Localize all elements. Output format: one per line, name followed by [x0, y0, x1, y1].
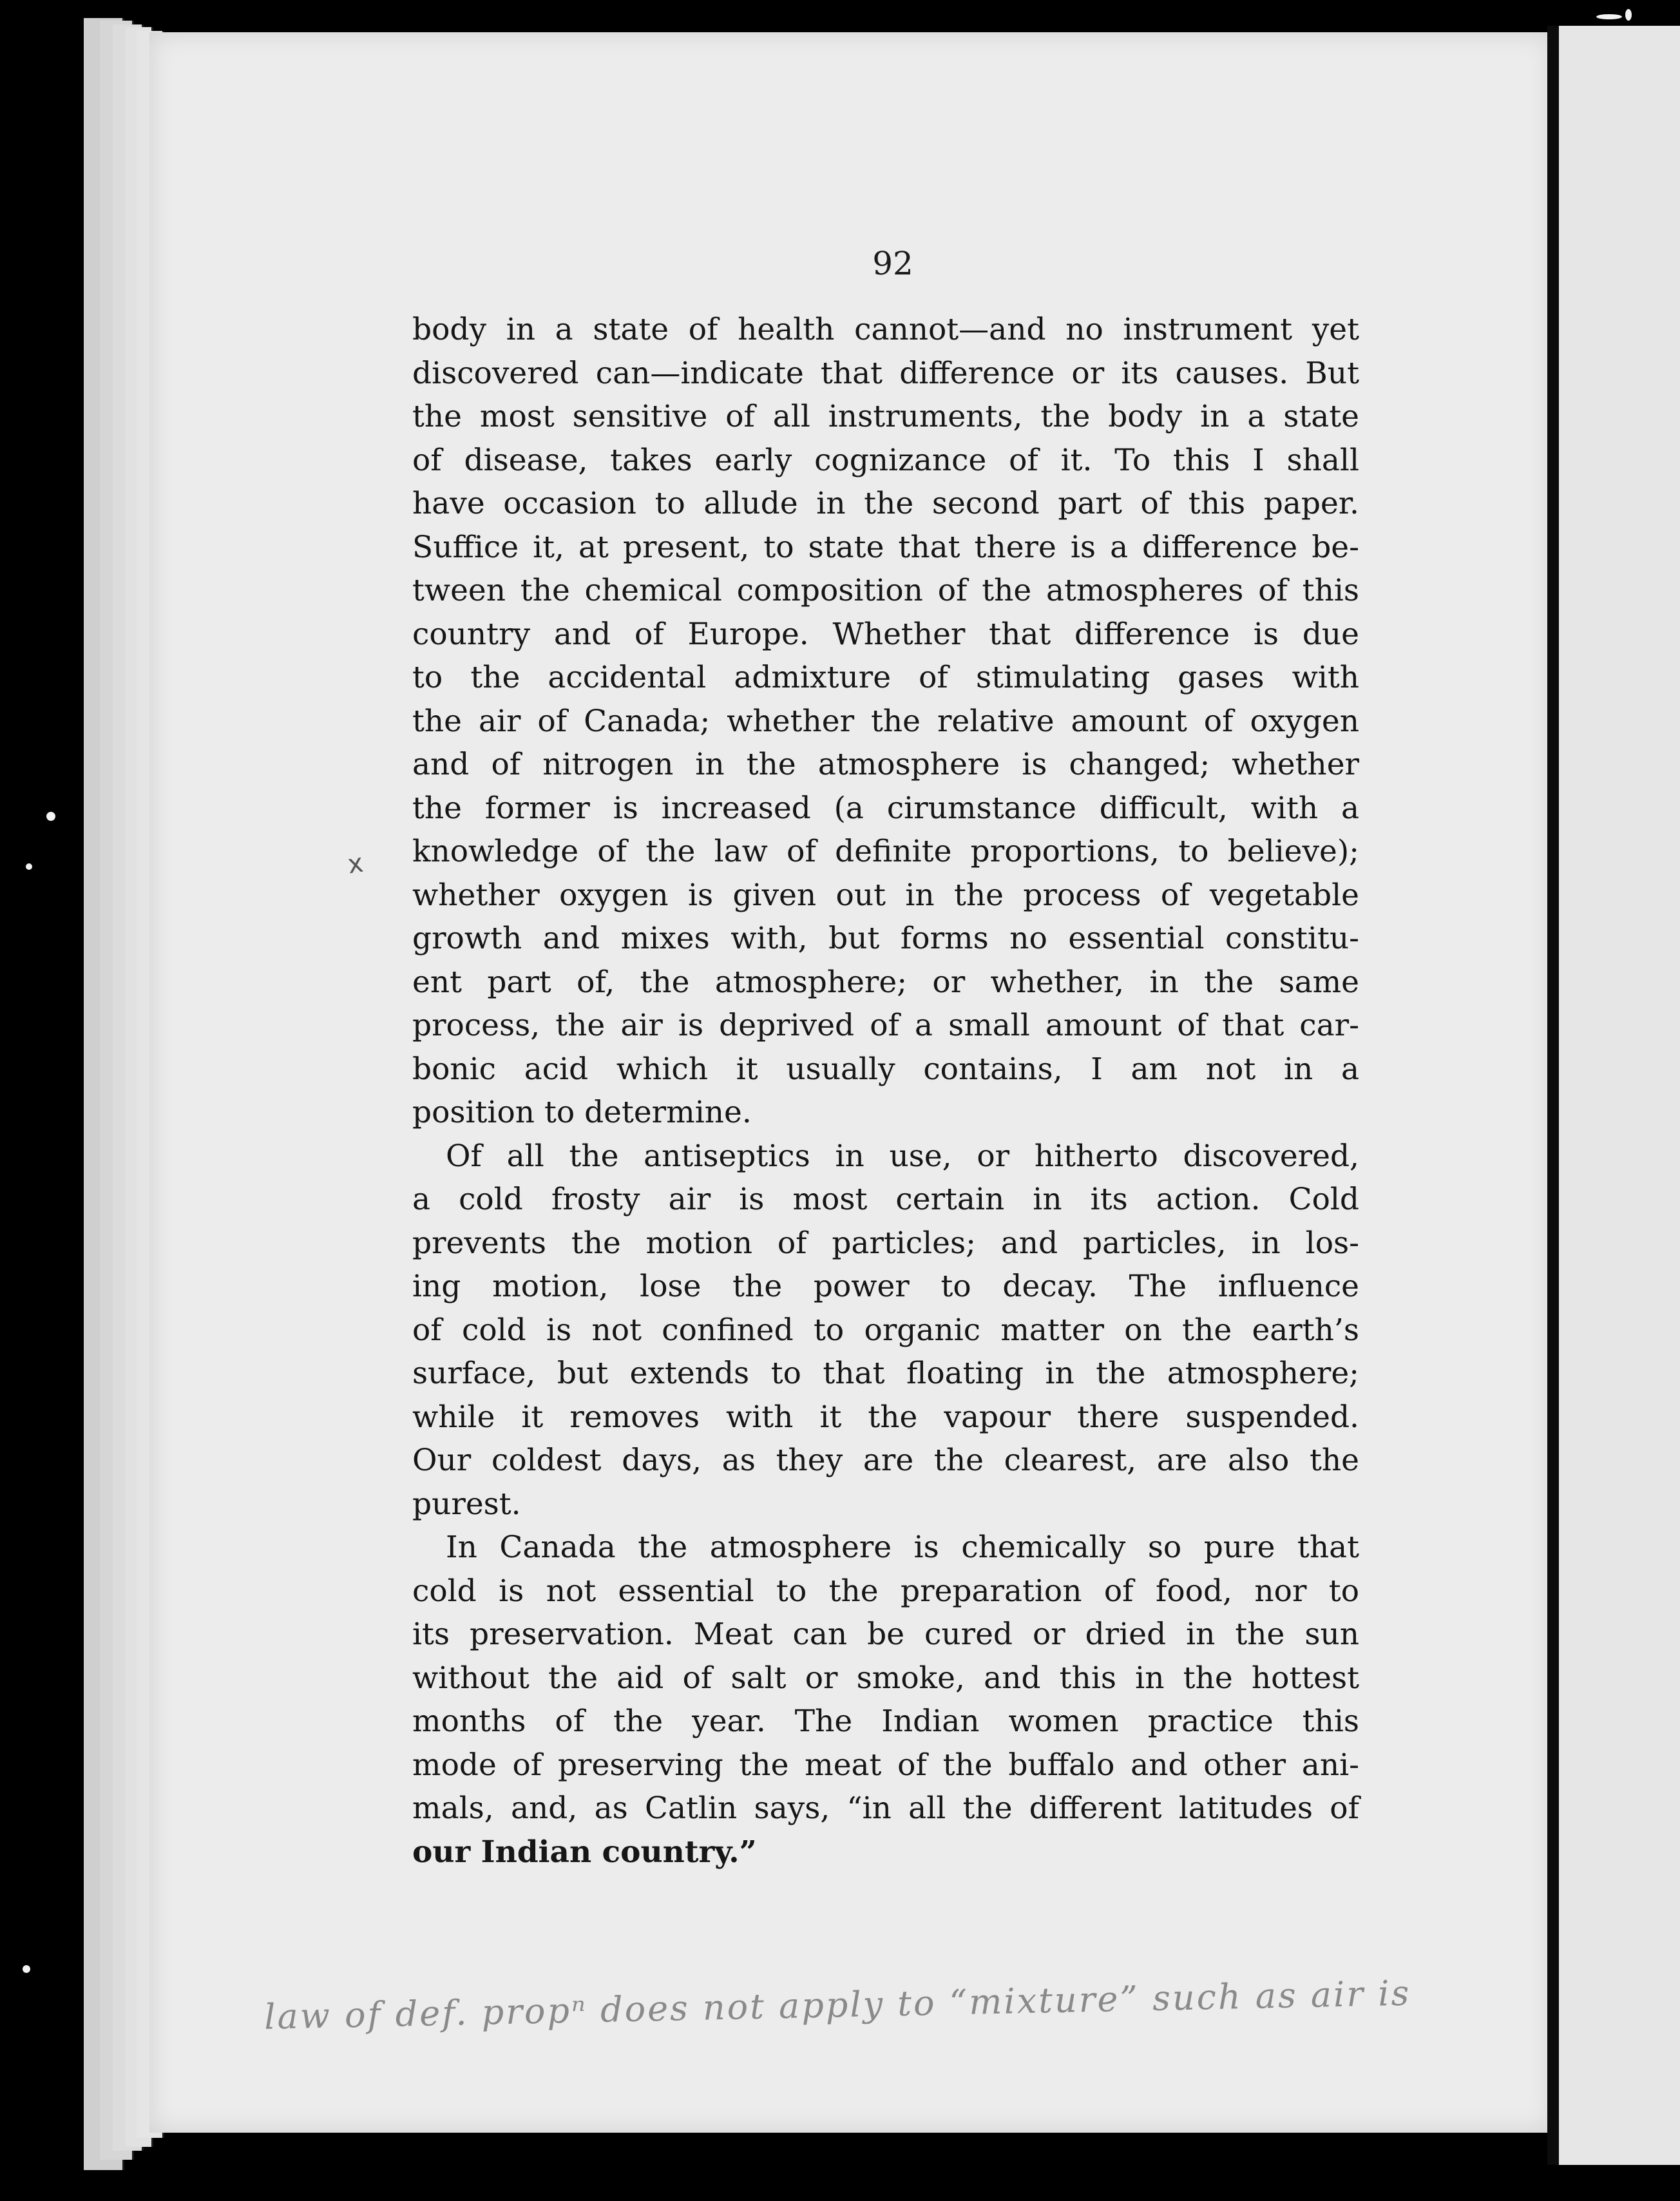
text-line: discovered can—indicate that difference or its causes. But: [412, 355, 1359, 391]
text-line: to the accidental admixture of stimulating gases with: [412, 660, 1359, 695]
text-line: country and of Europe. Whether that difference is due: [412, 616, 1359, 652]
text-line: surface, but extends to that floating in the atmosphere;: [412, 1356, 1359, 1391]
text-line: of disease, takes early cognizance of it. To this I shall: [412, 442, 1359, 478]
text-line: months of the year. The Indian women practice this: [412, 1704, 1359, 1739]
scan-speck: [23, 1965, 30, 1973]
text-line: while it removes with it the vapour there suspended.: [412, 1399, 1359, 1435]
text-line: ing motion, lose the power to decay. The influence: [412, 1269, 1359, 1304]
text-line: purest.: [412, 1486, 521, 1522]
text-line: mals, and, as Catlin says, “in all the different latitudes of: [412, 1791, 1359, 1826]
text-line: Our coldest days, as they are the clearest, are also the: [412, 1443, 1359, 1478]
text-line: In Canada the atmosphere is chemically so pure that: [446, 1530, 1359, 1565]
text-line: knowledge of the law of definite proportions, to believe);: [412, 834, 1359, 869]
text-line: Of all the antiseptics in use, or hitherto discovered,: [446, 1138, 1359, 1174]
text-line: growth and mixes with, but forms no essential constitu-: [412, 921, 1359, 956]
body-text: [412, 308, 1359, 1874]
book-gutter: [1547, 26, 1559, 2165]
text-line: position to determine.: [412, 1095, 752, 1130]
handwritten-annotation: law of def. propⁿ does not apply to “mixture” such as air is: [263, 1972, 1411, 2037]
text-line: the most sensitive of all instruments, the body in a state: [412, 399, 1359, 434]
text-line: of cold is not confined to organic matter on the earth’s: [412, 1312, 1359, 1348]
text-line: mode of preserving the meat of the buffalo and other ani-: [412, 1747, 1359, 1783]
text-line: a cold frosty air is most certain in its action. Cold: [412, 1182, 1359, 1217]
facing-page-edge: [1559, 26, 1680, 2165]
text-line: bonic acid which it usually contains, I am not in a: [412, 1051, 1359, 1087]
text-line: Suffice it, at present, to state that there is a difference be-: [412, 529, 1359, 565]
text-line: whether oxygen is given out in the process of vegetable: [412, 877, 1359, 913]
scan-speck: [26, 863, 32, 870]
text-line: have occasion to allude in the second part of this paper.: [412, 486, 1359, 521]
text-line: its preservation. Meat can be cured or dried in the sun: [412, 1617, 1359, 1652]
text-line: the air of Canada; whether the relative amount of oxygen: [412, 703, 1359, 739]
text-line: the former is increased (a cirumstance difficult, with a: [412, 790, 1359, 826]
scan-speck: [1625, 9, 1632, 21]
text-line: and of nitrogen in the atmosphere is changed; whether: [412, 747, 1359, 782]
scan-speck: [1596, 14, 1622, 19]
text-line: prevents the motion of particles; and particles, in los-: [412, 1225, 1359, 1261]
text-line: tween the chemical composition of the atmospheres of this: [412, 573, 1359, 608]
text-line: body in a state of health cannot—and no instrument yet: [412, 312, 1359, 347]
text-line: cold is not essential to the preparation of food, nor to: [412, 1573, 1359, 1609]
page-number: 92: [872, 245, 913, 282]
margin-mark: x: [345, 848, 365, 880]
scan-speck: [46, 812, 55, 821]
text-line: our Indian country.”: [412, 1834, 757, 1870]
text-line: without the aid of salt or smoke, and this in the hottest: [412, 1660, 1359, 1696]
text-line: ent part of, the atmosphere; or whether, in the same: [412, 964, 1359, 1000]
text-line: process, the air is deprived of a small amount of that car-: [412, 1008, 1359, 1043]
